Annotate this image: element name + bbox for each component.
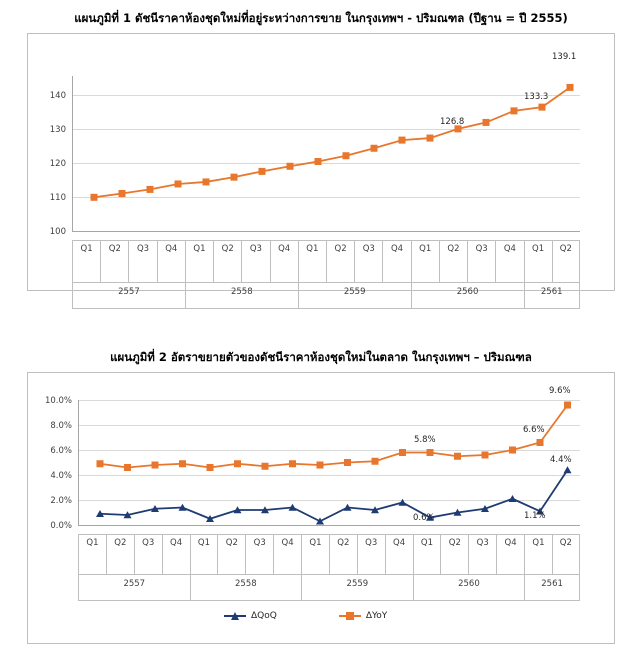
- chart1-quarter-label: Q4: [382, 240, 410, 282]
- chart2-quarter-label: Q2: [552, 534, 580, 574]
- chart1-plot: [72, 76, 582, 232]
- chart1-series-line: [94, 87, 570, 197]
- chart1-point-label: 133.3: [524, 92, 549, 102]
- chart1-ytick-110: 110: [49, 193, 66, 203]
- chart1-container: [27, 33, 615, 297]
- chart1-quarter-axis: [72, 240, 580, 282]
- chart2-quarter-label: Q3: [134, 534, 162, 574]
- chart2-year-label: 2559: [301, 574, 413, 600]
- chart2-quarter-label: Q2: [106, 534, 134, 574]
- chart2-plot: [78, 400, 582, 525]
- chart2-point-label: 1.1%: [524, 511, 546, 521]
- chart2-quarter-label: Q2: [217, 534, 245, 574]
- legend-item[interactable]: [224, 611, 277, 621]
- chart2-quarter-label: Q4: [162, 534, 190, 574]
- chart2-point-label: 9.6%: [549, 386, 571, 396]
- chart2-quarter-axis: [78, 534, 580, 574]
- chart2-cat-bottom-border: [78, 600, 580, 601]
- chart2-point-label: 5.8%: [414, 435, 436, 445]
- chart2-quarter-label: Q3: [245, 534, 273, 574]
- chart1-quarter-label: Q1: [298, 240, 326, 282]
- chart2-qoq-markers: [96, 466, 572, 524]
- chart2-ytick-20: 2.0%: [50, 496, 72, 506]
- chart1-series-markers: [91, 84, 574, 201]
- chart1-ytick-120: 120: [49, 159, 66, 169]
- chart1-year-label: 2557: [72, 282, 185, 308]
- chart2-quarter-label: Q1: [301, 534, 329, 574]
- chart1-quarter-label: Q4: [157, 240, 185, 282]
- chart1-quarter-label: Q1: [524, 240, 552, 282]
- chart2-quarter-label: Q3: [357, 534, 385, 574]
- chart2-yoy-markers: [97, 402, 572, 472]
- chart2-quarter-label: Q1: [524, 534, 552, 574]
- chart2-ytick-00: 0.0%: [50, 521, 72, 531]
- chart1-ytick-100: 100: [49, 227, 66, 237]
- chart2-ytick-60: 6.0%: [50, 446, 72, 456]
- chart1-quarter-label: Q2: [552, 240, 580, 282]
- chart1-cat-bottom-border: [72, 308, 580, 309]
- chart1-quarter-label: Q3: [467, 240, 495, 282]
- triangle-icon: [224, 615, 246, 617]
- chart2-x-axis: [78, 525, 580, 526]
- chart1-point-label: 139.1: [552, 52, 577, 62]
- chart1-quarter-label: Q1: [411, 240, 439, 282]
- chart2-ytick-40: 4.0%: [50, 471, 72, 481]
- chart2-quarter-label: Q1: [413, 534, 441, 574]
- chart1-point-label: 126.8: [440, 117, 465, 127]
- chart1-quarter-label: Q2: [213, 240, 241, 282]
- chart2-legend: [224, 611, 387, 621]
- chart2-year-label: 2557: [78, 574, 190, 600]
- chart2-year-label: 2560: [413, 574, 525, 600]
- chart2-year-axis: [78, 574, 580, 600]
- chart1-quarter-label: Q3: [128, 240, 156, 282]
- chart1-quarter-label: Q3: [354, 240, 382, 282]
- chart2-point-label: 0.6%: [413, 513, 435, 523]
- chart2-quarter-label: Q4: [385, 534, 413, 574]
- chart2-quarter-label: Q2: [329, 534, 357, 574]
- chart1-ytick-130: 130: [49, 125, 66, 135]
- chart2-quarter-label: Q1: [78, 534, 106, 574]
- chart1-quarter-label: Q4: [270, 240, 298, 282]
- legend-item[interactable]: [339, 611, 387, 621]
- chart1-year-axis: [72, 282, 580, 308]
- chart2-title: แผนภูมิที่ 2 อัตราขยายตัวของดัชนีราคาห้องชุดใหม่ในตลาด ในกรุงเทพฯ – ปริมณฑล: [110, 350, 532, 364]
- square-icon: [339, 615, 361, 617]
- chart2-quarter-label: Q2: [440, 534, 468, 574]
- chart1-quarter-label: Q3: [241, 240, 269, 282]
- chart2-point-label: 6.6%: [523, 425, 545, 435]
- chart2-quarter-label: Q4: [273, 534, 301, 574]
- chart1-quarter-label: Q2: [100, 240, 128, 282]
- chart1-quarter-label: Q1: [72, 240, 100, 282]
- chart2-year-label: 2561: [524, 574, 580, 600]
- chart2-quarter-label: Q4: [496, 534, 524, 574]
- chart2-quarter-label: Q3: [468, 534, 496, 574]
- chart2-ytick-100: 10.0%: [44, 396, 72, 406]
- chart2-year-label: 2558: [190, 574, 302, 600]
- chart2-container: [27, 372, 615, 644]
- chart2-quarter-label: Q1: [190, 534, 218, 574]
- chart1-quarter-label: Q2: [439, 240, 467, 282]
- chart2-ytick-80: 8.0%: [50, 421, 72, 431]
- chart1-ytick-140: 140: [49, 91, 66, 101]
- chart1-quarter-label: Q1: [185, 240, 213, 282]
- chart1-year-label: 2558: [185, 282, 298, 308]
- chart1-year-label: 2559: [298, 282, 411, 308]
- chart2-point-label: 4.4%: [550, 455, 572, 465]
- chart2-yoy-line: [100, 405, 568, 468]
- chart1-quarter-label: Q2: [326, 240, 354, 282]
- legend-label: ΔYoY: [365, 611, 388, 621]
- chart1-title: แผนภูมิที่ 1 ดัชนีราคาห้องชุดใหม่ที่อยู่ระหว่างการขาย ในกรุงเทพฯ - ปริมณฑล (ปีฐาน = ปี 2555): [74, 11, 568, 25]
- legend-label: ΔQoQ: [251, 611, 277, 621]
- chart1-year-label: 2561: [524, 282, 580, 308]
- chart1-year-label: 2560: [411, 282, 524, 308]
- chart1-quarter-label: Q4: [495, 240, 523, 282]
- chart2-qoq-line: [100, 470, 568, 521]
